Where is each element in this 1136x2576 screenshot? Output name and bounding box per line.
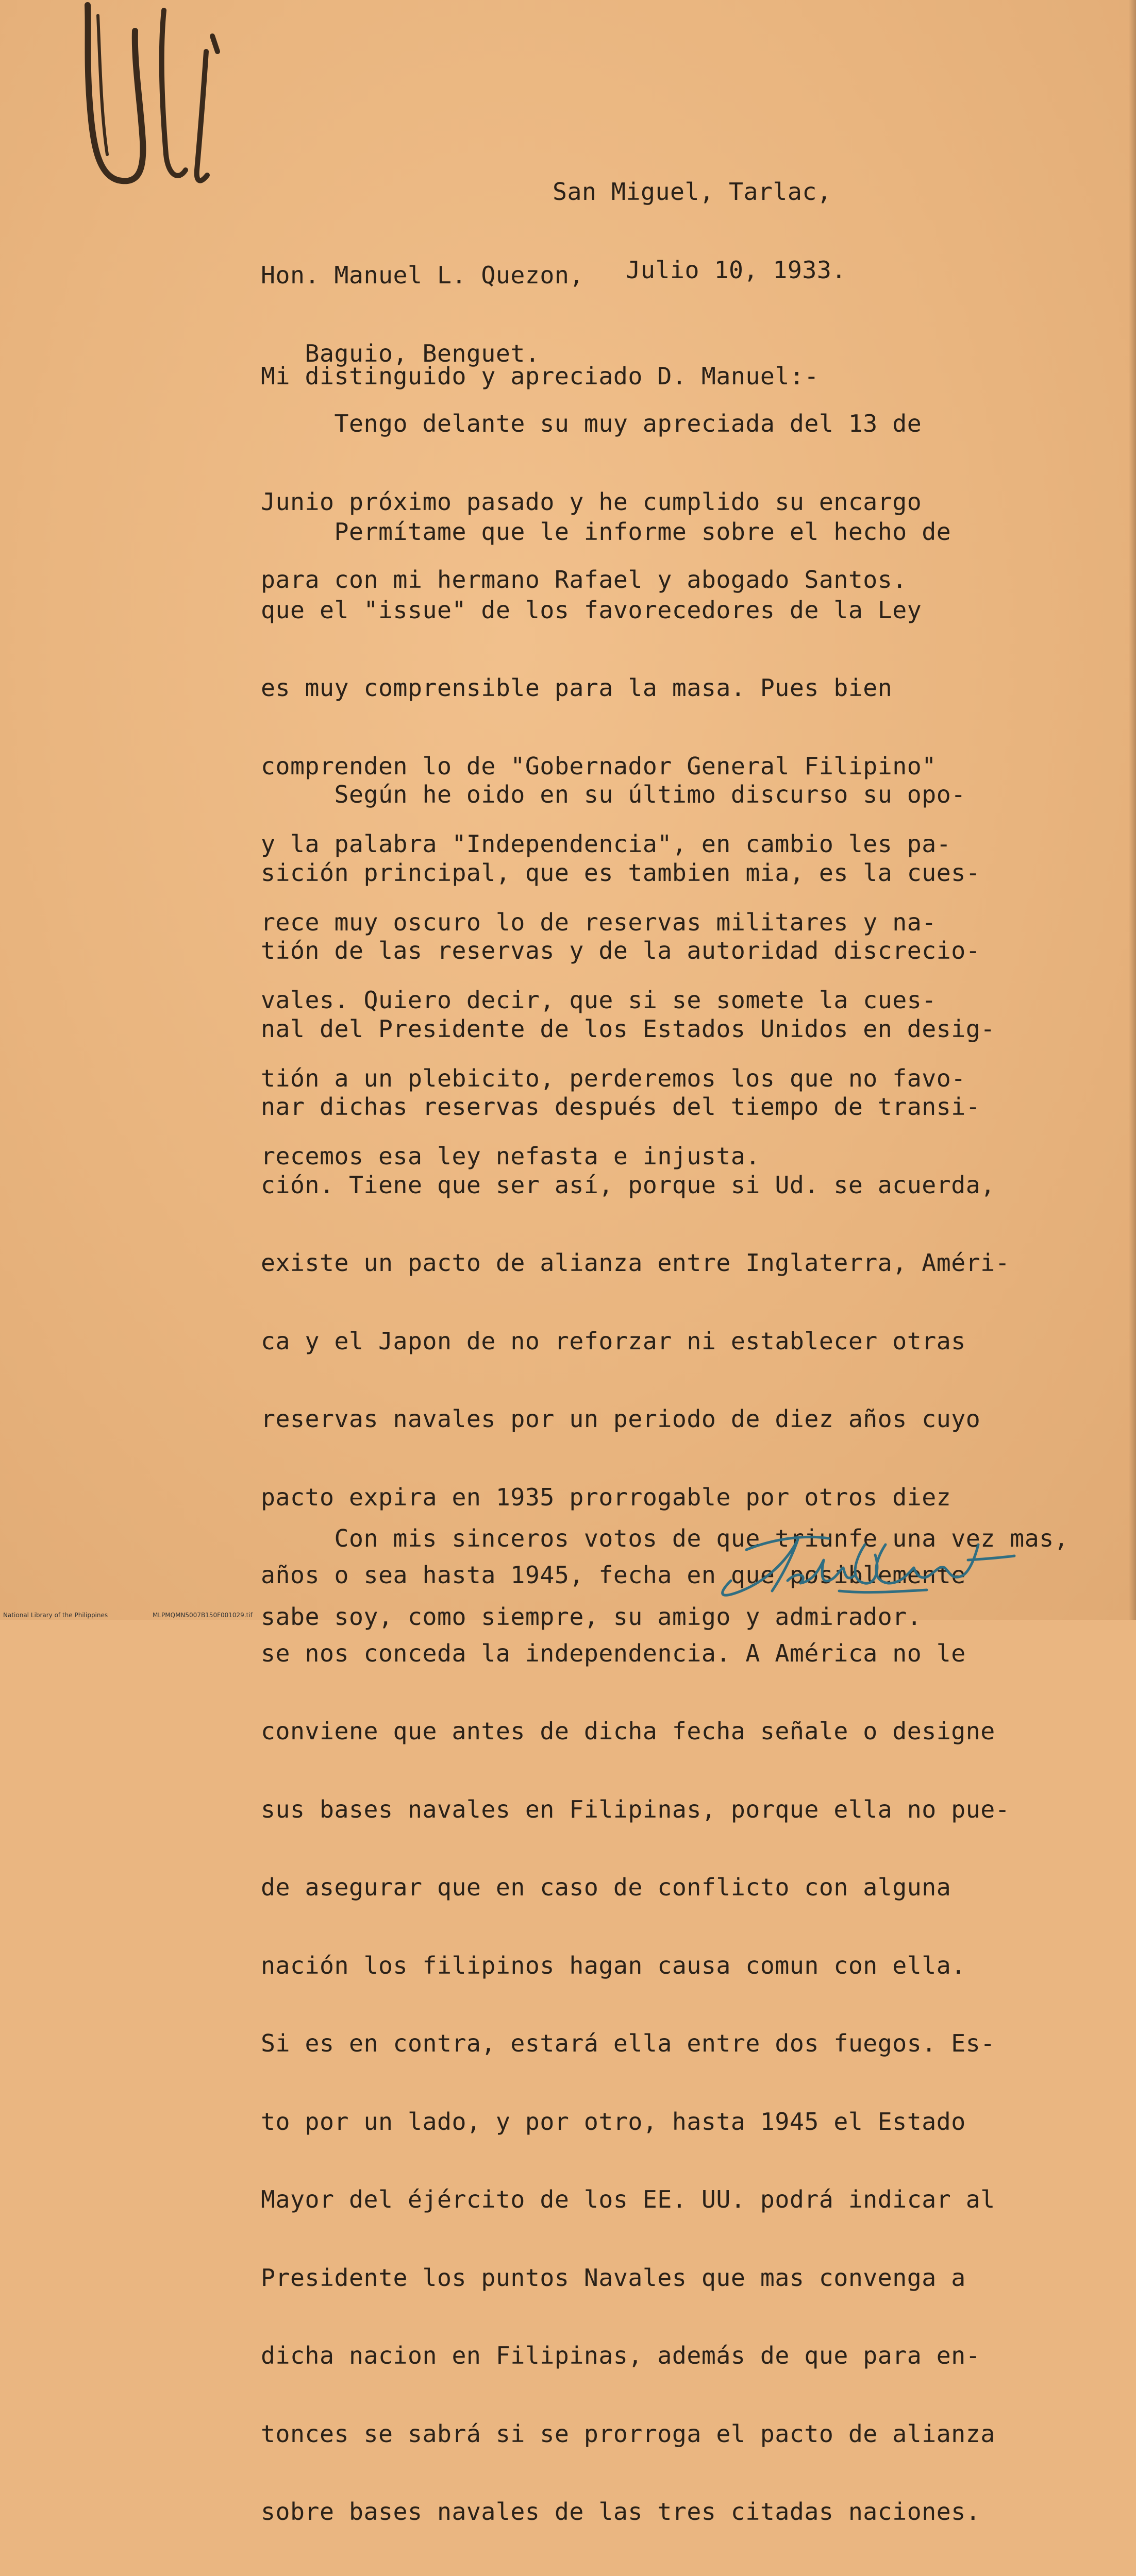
text-line: to por un lado, y por otro, hasta 1945 el Estado — [261, 2107, 966, 2136]
text-line: nal del Presidente de los Estados Unidos en desig- — [261, 1014, 995, 1043]
text-line: comprenden lo de "Gobernador General Filipino" — [261, 752, 937, 780]
handwritten-mark — [77, 0, 247, 201]
text-line: ca y el Japon de no reforzar ni establecer otras — [261, 1327, 966, 1355]
text-line: para con mi hermano Rafael y abogado Santos. — [261, 566, 907, 594]
text-line: que el "issue" de los favorecedores de la Ley — [261, 596, 922, 624]
paper-edge-shadow — [1129, 0, 1136, 1620]
text-line: Tengo delante su muy apreciada del 13 de — [261, 410, 922, 437]
footer-file-id: MLPMQMN5007B150F001029.tif — [153, 1612, 253, 1619]
text-line: tión a un plebicito, perderemos los que no favo- — [261, 1064, 966, 1092]
text-line: años o sea hasta 1945, fecha en que posiblemente — [261, 1561, 966, 1589]
text-line: vales. Quiero decir, que si se somete la cues- — [261, 986, 937, 1014]
text-line: sabe soy, como siempre, su amigo y admirador. — [261, 1602, 922, 1631]
text-line: Mayor del éjército de los EE. UU. podrá indicar al — [261, 2185, 995, 2213]
text-line: existe un pacto de alianza entre Inglaterra, Améri- — [261, 1249, 1010, 1277]
text-line: Según he oido en su último discurso su opo- — [261, 781, 966, 808]
salutation-text: Mi distinguido y apreciado D. Manuel:- — [261, 362, 819, 390]
text-line: Permítame que le informe sobre el hecho de — [261, 518, 951, 546]
footer-library: National Library of the Philippines — [3, 1612, 108, 1619]
text-line: sus bases navales en Filipinas, porque ella no pue- — [261, 1795, 1010, 1823]
text-line: sobre bases navales de las tres citadas naciones. — [261, 2498, 981, 2526]
text-line: tonces se sabrá si se prorroga el pacto de alianza — [261, 2419, 995, 2448]
text-line: nar dichas reservas después del tiempo de transi- — [261, 1093, 981, 1121]
text-line: sición principal, que es tambien mia, es la cues- — [261, 858, 981, 887]
text-line: conviene que antes de dicha fecha señale o designe — [261, 1717, 995, 1745]
text-line: es muy comprensible para la masa. Pues bien — [261, 674, 893, 702]
text-line: y la palabra "Independencia", en cambio les pa- — [261, 830, 951, 858]
text-line: rece muy oscuro lo de reservas militares y na- — [261, 908, 937, 936]
dateline — [553, 127, 846, 309]
text-line: se nos conceda la independencia. A América no le — [261, 1639, 966, 1667]
text-line: nación los filipinos hagan causa comun con ella. — [261, 1951, 966, 1979]
addressee-location: Baguio, Benguet. — [261, 339, 540, 367]
text-line: tión de las reservas y de la autoridad discrecio- — [261, 937, 981, 964]
text-line: ción. Tiene que ser así, porque si Ud. se acuerda, — [261, 1171, 995, 1199]
text-line: Junio próximo pasado y he cumplido su encargo — [261, 487, 922, 516]
dateline-place: San Miguel, Tarlac, — [553, 178, 832, 206]
signature — [710, 1524, 1020, 1601]
text-line: de asegurar que en caso de conflicto con alguna — [261, 1873, 951, 1901]
text-line: recemos esa ley nefasta e injusta. — [261, 1142, 760, 1170]
text-line: Con mis sinceros votos de que triunfe una vez mas, — [261, 1524, 1069, 1552]
addressee-name: Hon. Manuel L. Quezon, — [261, 261, 584, 289]
text-line: pacto expira en 1935 prorrogable por otros diez — [261, 1483, 951, 1511]
text-line: reservas navales por un periodo de diez años cuyo — [261, 1405, 981, 1433]
text-line: Si es en contra, estará ella entre dos fuegos. Es- — [261, 2029, 995, 2057]
dateline-date: Julio 10, 1933. — [553, 256, 846, 284]
text-line: Presidente los puntos Navales que mas convenga a — [261, 2263, 966, 2292]
text-line: dicha nacion en Filipinas, además de que para en- — [261, 2342, 981, 2369]
